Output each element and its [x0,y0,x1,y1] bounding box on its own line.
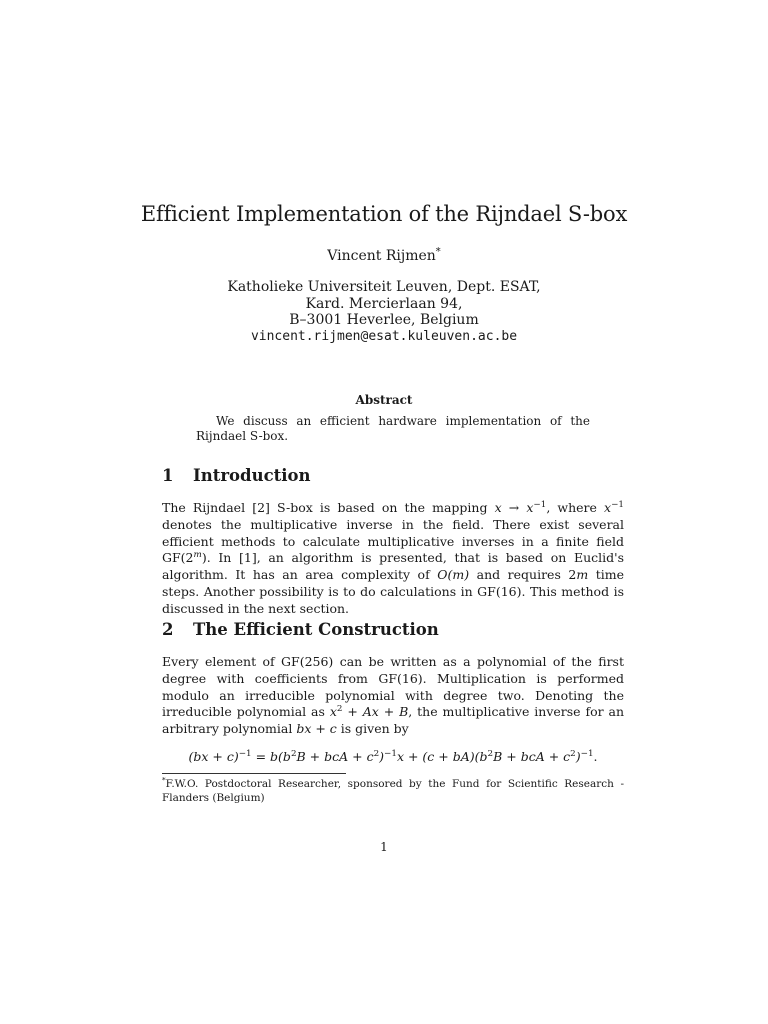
section-title: The Efficient Construction [193,620,439,639]
footnote-mark: * [162,775,166,785]
author-name: Vincent Rijmen* [327,246,441,264]
section-number: 2 [162,620,174,639]
author-email: vincent.rijmen@esat.kuleuven.ac.be [250,328,518,344]
section-paragraph: Every element of GF(256) can be written as a polynomial of the first degree with coefficients from GF(16). Multiplication is performed modulo an irreducible polynomial with degree two. Denoting the irreducible polynomial as $x^2 + Ax + B$, the multiplicative inverse for an arbitrary polynomial bx + c is given by [162,654,625,737]
section-paragraph: The Rijndael [2] S-box is based on the mapping $x \to x^{-1}$, where $x^{-1}$ denotes the multiplicative inverse in the field. There exist several efficient methods to calculate multiplicative inverses in a finite field GF(2$^m$). In [1], an algorithm is presented, that is based on Euclid's algorithm. It has an area complexity of O(m) and requires 2m time steps. Another possibility is to do calculations in GF(16). This method is discussed in the next section. [162,499,624,616]
affiliation-line: Kard. Mercierlaan 94, [305,295,463,312]
section-heading [162,620,439,639]
affiliation-line: Katholieke Universiteit Leuven, Dept. ESAT, [227,279,541,295]
section-title: Introduction [193,466,311,485]
affiliation [0,279,768,345]
author-footnote-mark: * [435,246,441,258]
section-number: 1 [162,466,174,485]
abstract-heading: Abstract [355,393,413,407]
footnote: *F.W.O. Postdoctoral Researcher, sponsored by the Fund for Scientific Research - Flanders (Belgium) [162,775,624,804]
footnote-rule [162,773,346,774]
inverse-equation: $(bx + c)^{-1} = b(b^2B$ + bcA + $c^2)^{-1}x + (c + bA)(b^2B$ + bcA + $c^2)^{-1}$. [188,748,598,764]
abstract-text: We discuss an efficient hardware implementation of the Rijndael S-box. [196,414,590,443]
section-heading [162,466,311,485]
affiliation-line: B–3001 Heverlee, Belgium [289,312,479,328]
page-number: 1 [380,840,388,854]
paper-title: Efficient Implementation of the Rijndael S-box [140,202,628,226]
